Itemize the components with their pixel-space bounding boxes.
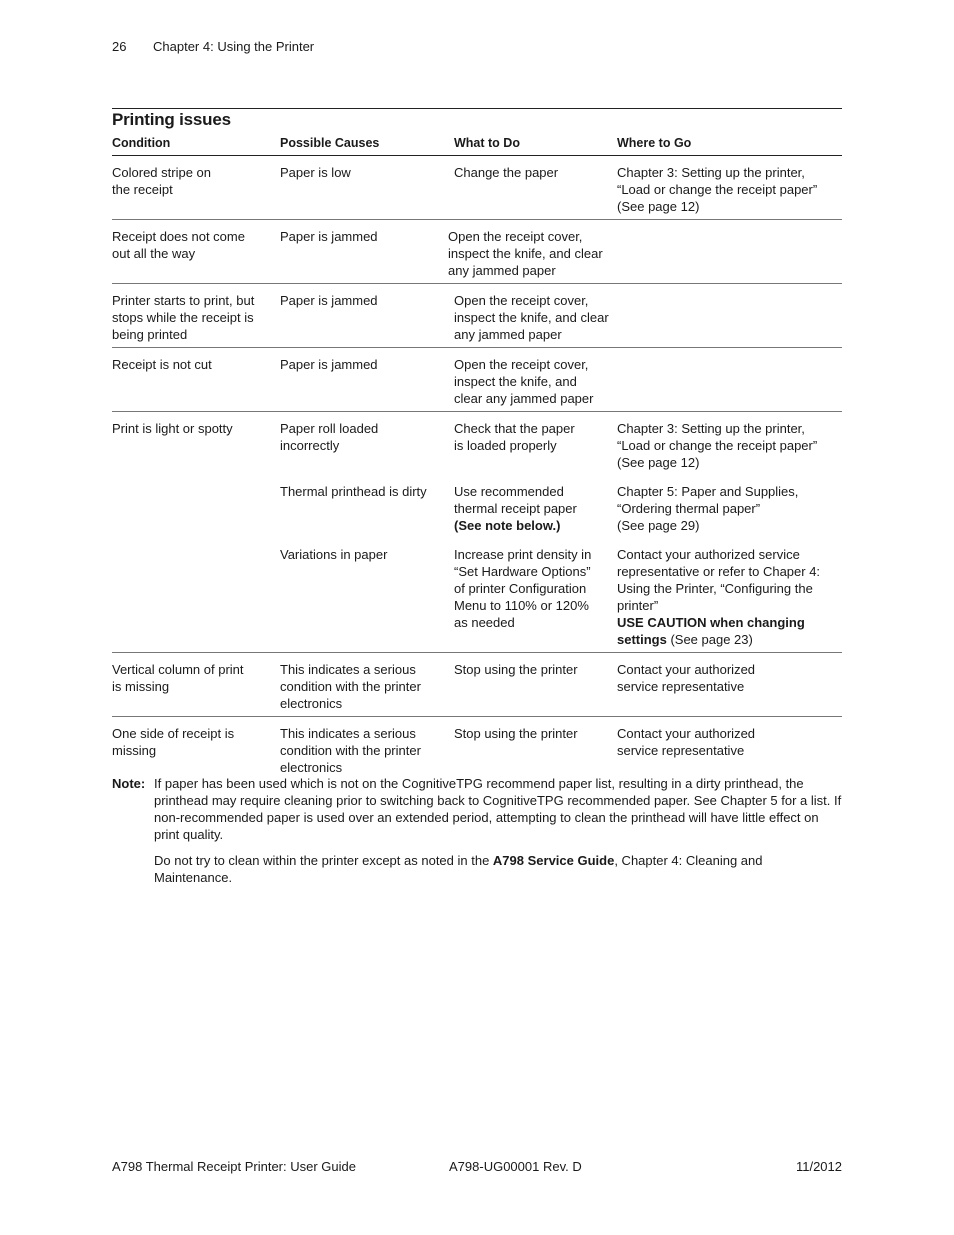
condition-cell: One side of receipt is missing [112, 726, 235, 758]
where-cell: Contact your authorized service representative [617, 726, 756, 758]
where-cell [617, 220, 842, 284]
todo-cell: Stop using the printer [454, 653, 617, 717]
note-block [112, 775, 842, 895]
table-header-row [112, 133, 842, 156]
table-row [112, 156, 842, 220]
table-row [112, 348, 842, 412]
todo-cell: Open the receipt cover, inspect the knife, and clear any jammed paper [454, 284, 617, 348]
condition-cell: Printer starts to print, but stops while the receipt is being printed [112, 284, 280, 348]
column-header: Where to Go [617, 133, 842, 156]
where-cell [617, 348, 842, 412]
top-rule [112, 108, 842, 109]
table-row [112, 284, 842, 348]
caution-text: USE CAUTION when changing settings [617, 615, 805, 647]
todo-cell: Change the paper [454, 156, 617, 220]
table-row [112, 220, 842, 284]
footer-document-number: A798-UG00001 Rev. D [449, 1159, 582, 1174]
note-paragraph-2: Do not try to clean within the printer except as noted in the A798 Service Guide, Chapter 4: Cleaning and Maintenance. [154, 853, 763, 885]
condition-cell: Colored stripe on the receipt [112, 156, 280, 220]
cause-cell: Paper roll loaded incorrectly [280, 421, 379, 453]
todo-cell: Open the receipt cover, inspect the knife, and clear any jammed paper [454, 220, 617, 284]
todo-emphasis: (See note below.) [454, 518, 561, 533]
where-cell: Chapter 5: Paper and Supplies, “Ordering thermal paper” (See page 29) [617, 484, 799, 533]
cause-cell: Thermal printhead is dirty [280, 484, 427, 499]
where-cell: Chapter 3: Setting up the printer, “Load or change the receipt paper” (See page 12) [617, 156, 842, 220]
cause-cell: This indicates a serious condition with the printer electronics [280, 726, 421, 775]
where-cell: Contact your authorized service representative [617, 653, 842, 717]
table-row [112, 717, 842, 781]
cause-cell: Paper is jammed [280, 220, 454, 284]
todo-cell: Increase print density in “Set Hardware Options” of printer Configuration Menu to 110% or 120% as needed [454, 547, 592, 630]
cause-cell: This indicates a serious condition with the printer electronics [280, 653, 454, 717]
condition-cell: Print is light or spotty [112, 412, 280, 653]
page-number: 26 [112, 39, 127, 54]
cause-cell: Paper is jammed [280, 284, 454, 348]
footer-document-title: A798 Thermal Receipt Printer: User Guide [112, 1159, 356, 1174]
footer-date: 11/2012 [795, 1159, 842, 1174]
sub-rows [280, 412, 842, 653]
table-row [112, 653, 842, 717]
note-paragraph: If paper has been used which is not on the CognitiveTPG recommend paper list, resulting in a dirty printhead, the printhead may require cleaning prior to switching back to CognitiveTPG recommended paper. See Chapter 5 for a list. If non-recommended paper is used over an extended period, attempting to clean the printhead will have little effect on print quality. [154, 776, 842, 842]
condition-cell: Vertical column of print is missing [112, 653, 280, 717]
section-title: Printing issues [112, 110, 231, 129]
printing-issues-table [112, 133, 842, 780]
todo-cell: Use recommended thermal receipt paper (See note below.) [454, 484, 577, 533]
where-cell: Contact your authorized service representative or refer to Chaper 4: Using the Printer, “Configuring the printer” USE CAUTION when changing settings (See page 23) [617, 547, 821, 647]
todo-cell: Stop using the printer [454, 726, 578, 741]
todo-cell: Check that the paper is loaded properly [454, 421, 575, 453]
page-header [112, 39, 314, 54]
where-cell [617, 284, 842, 348]
table-row [112, 412, 842, 653]
column-header: Condition [112, 133, 280, 156]
column-header: What to Do [454, 133, 617, 156]
column-header: Possible Causes [280, 133, 454, 156]
cause-cell: Variations in paper [280, 547, 388, 562]
note-label: Note: [112, 776, 146, 791]
condition-cell: Receipt is not cut [112, 348, 280, 412]
page-reference: (See page 23) [666, 632, 753, 647]
cause-cell: Paper is jammed [280, 348, 454, 412]
chapter-title: Chapter 4: Using the Printer [153, 39, 315, 54]
condition-cell: Receipt does not come out all the way [112, 220, 280, 284]
where-cell: Chapter 3: Setting up the printer, “Load or change the receipt paper” (See page 12) [617, 421, 818, 470]
todo-cell: Open the receipt cover, inspect the knife, and clear any jammed paper [454, 348, 617, 412]
cause-cell: Paper is low [280, 156, 454, 220]
service-guide-title: A798 Service Guide [492, 853, 615, 868]
